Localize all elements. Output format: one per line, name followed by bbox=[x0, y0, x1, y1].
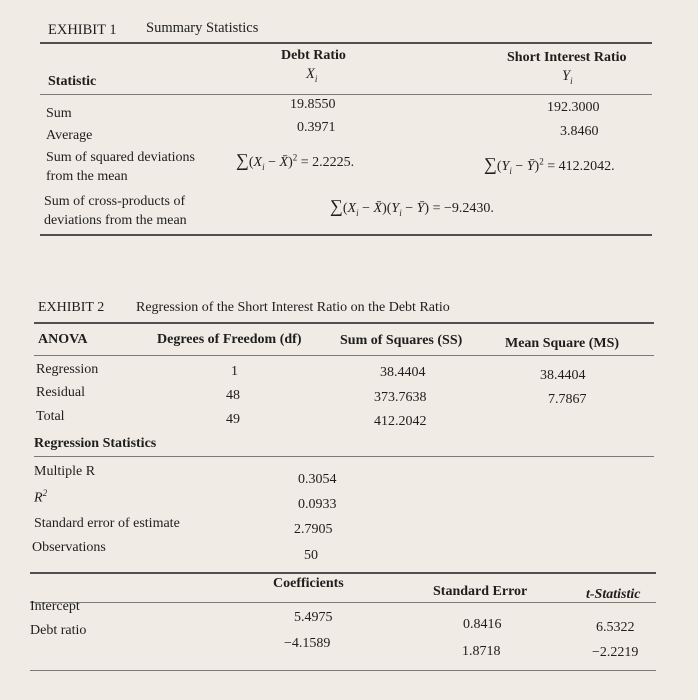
exhibit1-label: EXHIBIT 1 bbox=[48, 22, 117, 38]
row-scp-label-line1: Sum of cross-products of bbox=[44, 194, 186, 209]
col-debt-symbol: $X_i$ bbox=[306, 66, 318, 84]
coef-header-rule bbox=[30, 602, 656, 603]
ms-header: Mean Square (MS) bbox=[505, 336, 620, 351]
col-short-interest-ratio: Short Interest Ratio bbox=[507, 50, 627, 65]
anova-header: ANOVA bbox=[38, 332, 88, 347]
anova-row-residual-label: Residual bbox=[36, 385, 85, 400]
standard-error-value: 2.7905 bbox=[294, 522, 333, 537]
exhibit1-title: Summary Statistics bbox=[146, 20, 259, 36]
row-scp-label-line2: deviations from the mean bbox=[44, 213, 187, 228]
reg-stats-rule bbox=[34, 456, 654, 457]
intercept-t: 6.5322 bbox=[596, 620, 635, 635]
exhibit1-bottom-rule bbox=[40, 234, 652, 236]
standard-error-label: Standard error of estimate bbox=[34, 516, 180, 531]
anova-row-regression-ss: 38.4404 bbox=[380, 365, 426, 380]
anova-row-regression-ms: 38.4404 bbox=[540, 368, 586, 383]
r-squared-label: $R^2$ bbox=[34, 488, 48, 506]
anova-header-rule bbox=[34, 355, 654, 356]
intercept-label: Intercept bbox=[30, 599, 80, 614]
observations-label: Observations bbox=[32, 540, 106, 555]
t-statistic-header: t-Statistic bbox=[586, 587, 641, 602]
row-average-label: Average bbox=[46, 128, 93, 143]
ss-header: Sum of Squares (SS) bbox=[340, 333, 463, 348]
ssd-x-formula: $\sum(X_i$ − X̄)$^2$ = 2.2225. bbox=[236, 150, 355, 172]
exhibit2-label: EXHIBIT 2 bbox=[38, 300, 105, 315]
debt-ratio-se: 1.8718 bbox=[462, 644, 501, 659]
row-sum-label: Sum bbox=[46, 106, 72, 121]
anova-row-total-df: 49 bbox=[226, 412, 240, 427]
sum-y-value: 192.3000 bbox=[547, 100, 600, 115]
standard-error-header: Standard Error bbox=[433, 584, 528, 599]
observations-value: 50 bbox=[304, 548, 318, 563]
avg-y-value: 3.8460 bbox=[560, 124, 599, 139]
ssd-y-formula: $\sum(Y_i$ − Ȳ)$^2$ = 412.2042. bbox=[484, 154, 615, 176]
exhibit1-top-rule bbox=[40, 42, 652, 44]
intercept-se: 0.8416 bbox=[463, 617, 502, 632]
multiple-r-label: Multiple R bbox=[34, 464, 96, 479]
scp-formula: $\sum(X_i$ − $X̄)(Y_i$ − Ȳ) = −9.2430. bbox=[330, 196, 494, 218]
debt-ratio-coef: −4.1589 bbox=[284, 636, 331, 651]
df-header: Degrees of Freedom (df) bbox=[157, 332, 302, 347]
coefficients-header: Coefficients bbox=[273, 576, 344, 591]
anova-row-total-ss: 412.2042 bbox=[374, 414, 427, 429]
exhibit2-title: Regression of the Short Interest Ratio on the Debt Ratio bbox=[136, 300, 450, 315]
sum-x-value: 19.8550 bbox=[290, 97, 336, 112]
col-debt-ratio: Debt Ratio bbox=[281, 48, 346, 63]
col-short-symbol: $Y_i$ bbox=[562, 68, 573, 86]
exhibit2-top-rule bbox=[34, 322, 654, 324]
anova-row-total-label: Total bbox=[36, 409, 65, 424]
exhibit1-header-rule bbox=[40, 94, 652, 95]
regression-statistics-header: Regression Statistics bbox=[34, 436, 157, 451]
debt-ratio-t: −2.2219 bbox=[592, 645, 639, 660]
col-statistic: Statistic bbox=[48, 74, 97, 89]
anova-row-residual-ms: 7.7867 bbox=[548, 392, 587, 407]
row-ssd-label-line2: from the mean bbox=[46, 169, 128, 184]
avg-x-value: 0.3971 bbox=[297, 120, 336, 135]
row-ssd-label-line1: Sum of squared deviations bbox=[46, 150, 195, 165]
multiple-r-value: 0.3054 bbox=[298, 472, 337, 487]
r-squared-value: 0.0933 bbox=[298, 497, 337, 512]
intercept-coef: 5.4975 bbox=[294, 610, 333, 625]
anova-row-residual-df: 48 bbox=[226, 388, 240, 403]
anova-row-regression-df: 1 bbox=[231, 364, 238, 379]
anova-row-regression-label: Regression bbox=[36, 362, 99, 377]
anova-row-residual-ss: 373.7638 bbox=[374, 390, 427, 405]
debt-ratio-label: Debt ratio bbox=[30, 623, 87, 638]
coef-top-rule bbox=[30, 572, 656, 574]
coef-bottom-rule bbox=[30, 670, 656, 671]
